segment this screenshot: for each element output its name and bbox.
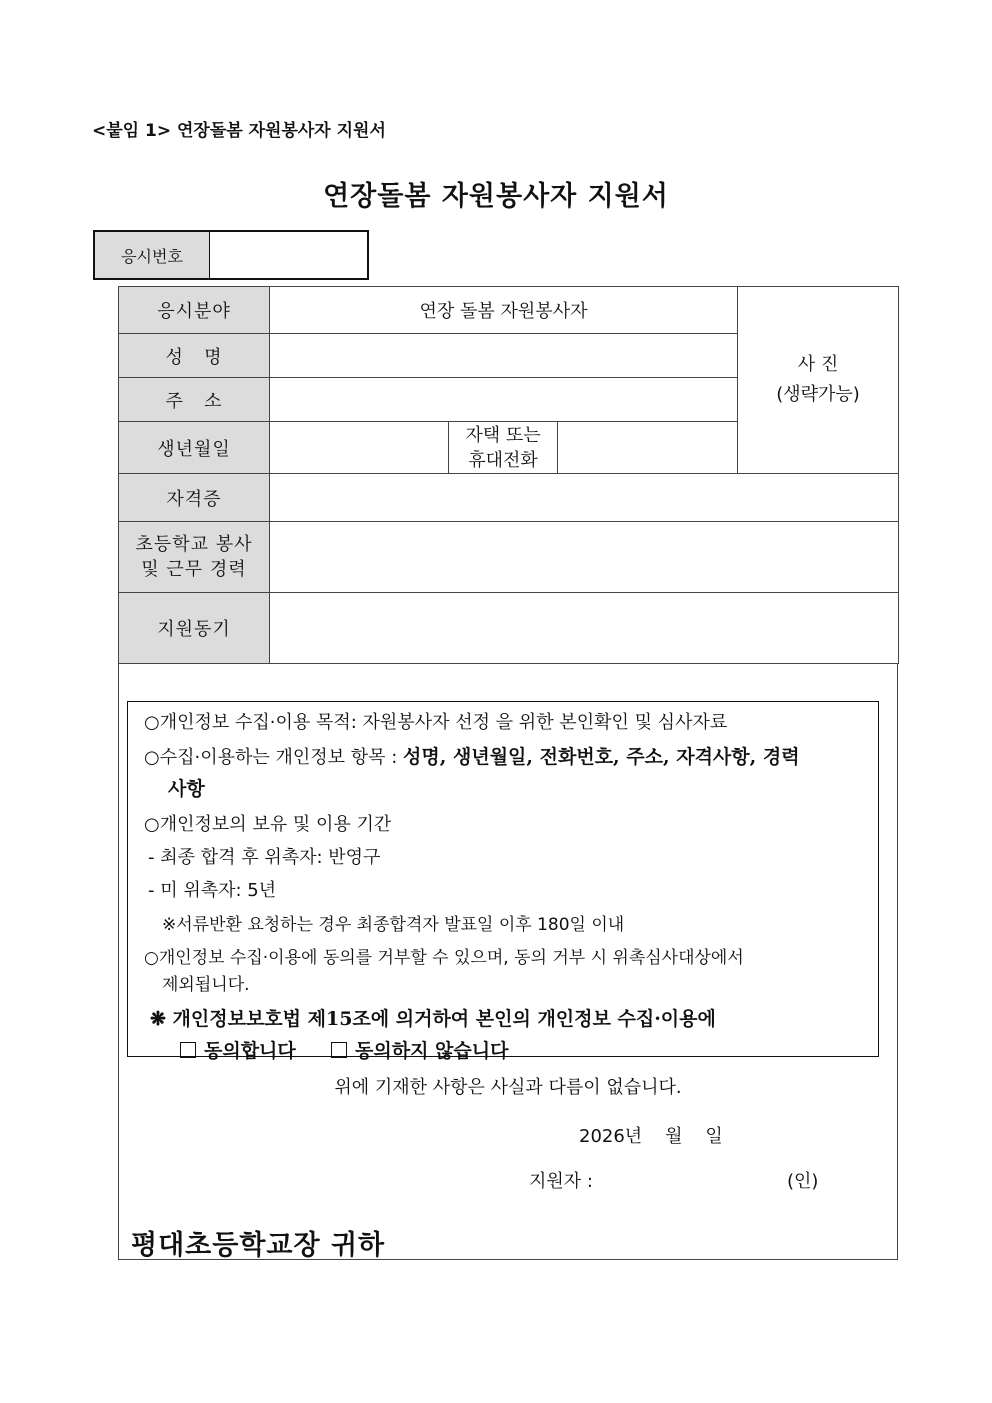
privacy-return-note: ※서류반환 요청하는 경우 최종합격자 발표일 이후 180일 이내 — [162, 915, 625, 935]
privacy-retention-not-appointed: - 미 위촉자: 5년 — [148, 880, 277, 901]
signature-line — [529, 1167, 819, 1193]
disagree-label: 동의하지 않습니다 — [355, 1040, 509, 1062]
privacy-retention-appointed: - 최종 합격 후 위촉자: 반영구 — [148, 847, 381, 868]
photo-label: 사 진 — [797, 354, 839, 375]
career-label-line1: 초등학교 봉사 — [135, 534, 253, 555]
license-label: 자격증 — [119, 474, 270, 522]
field-value: 연장 돌봄 자원봉사자 — [270, 287, 738, 334]
document-title: 연장돌봄 자원봉사자 지원서 — [323, 181, 669, 212]
exam-number-label: 응시번호 — [95, 232, 210, 278]
photo-cell[interactable] — [738, 287, 899, 474]
consent-section — [118, 663, 898, 1260]
privacy-items-list: 성명, 생년월일, 전화번호, 주소, 자격사항, 경력 — [403, 746, 800, 768]
application-form — [118, 286, 899, 664]
consent-options — [180, 1036, 868, 1063]
license-field[interactable] — [270, 474, 899, 522]
field-label: 응시분야 — [119, 287, 270, 334]
career-label — [119, 522, 270, 593]
agree-checkbox[interactable] — [180, 1042, 196, 1058]
date-line: 2026년 월 일 — [579, 1126, 723, 1147]
privacy-items-list-cont: 사항 — [168, 778, 205, 800]
birthdate-field[interactable] — [270, 422, 449, 474]
privacy-refuse: ○개인정보 수집·이용에 동의를 거부할 수 있으며, 동의 거부 시 위촉심사대상에서 — [144, 948, 744, 968]
career-label-line2: 및 근무 경력 — [141, 559, 247, 580]
privacy-purpose: ○개인정보 수집·이용 목적: 자원봉사자 선정 을 위한 본인확인 및 심사자료 — [144, 712, 728, 733]
addressee: 평대초등학교장 귀하 — [131, 1230, 386, 1261]
agree-label: 동의합니다 — [204, 1040, 296, 1062]
exam-number-field[interactable] — [210, 232, 367, 278]
motive-label: 지원동기 — [119, 593, 270, 664]
disagree-checkbox[interactable] — [331, 1042, 347, 1058]
name-field[interactable] — [270, 334, 738, 378]
privacy-retention: ○개인정보의 보유 및 이용 기간 — [144, 814, 392, 835]
seal-label: (인) — [787, 1171, 819, 1192]
privacy-notice-box — [127, 701, 879, 1062]
address-label: 주 소 — [119, 378, 270, 422]
address-field[interactable] — [270, 378, 738, 422]
privacy-items-prefix: ○수집·이용하는 개인정보 항목 : — [144, 747, 404, 768]
name-label: 성 명 — [119, 334, 270, 378]
privacy-refuse-cont: 제외됩니다. — [162, 975, 250, 995]
career-field[interactable] — [270, 522, 899, 593]
phone-field[interactable] — [558, 422, 738, 474]
exam-number-box — [93, 230, 369, 280]
applicant-label: 지원자 : — [529, 1171, 593, 1192]
declaration: 위에 기재한 사항은 사실과 다름이 없습니다. — [334, 1077, 682, 1098]
phone-label-line1: 자택 또는 — [465, 424, 541, 446]
photo-optional-note: (생략가능) — [776, 384, 860, 405]
phone-label — [449, 422, 558, 474]
phone-label-line2: 휴대전화 — [468, 449, 538, 471]
birthdate-label: 생년월일 — [119, 422, 270, 474]
attachment-label: <붙임 1> 연장돌봄 자원봉사자 지원서 — [92, 121, 386, 141]
motive-field[interactable] — [270, 593, 899, 664]
consent-statement: ❋ 개인정보보호법 제15조에 의거하여 본인의 개인정보 수집·이용에 — [150, 1008, 716, 1030]
privacy-items — [144, 742, 868, 769]
